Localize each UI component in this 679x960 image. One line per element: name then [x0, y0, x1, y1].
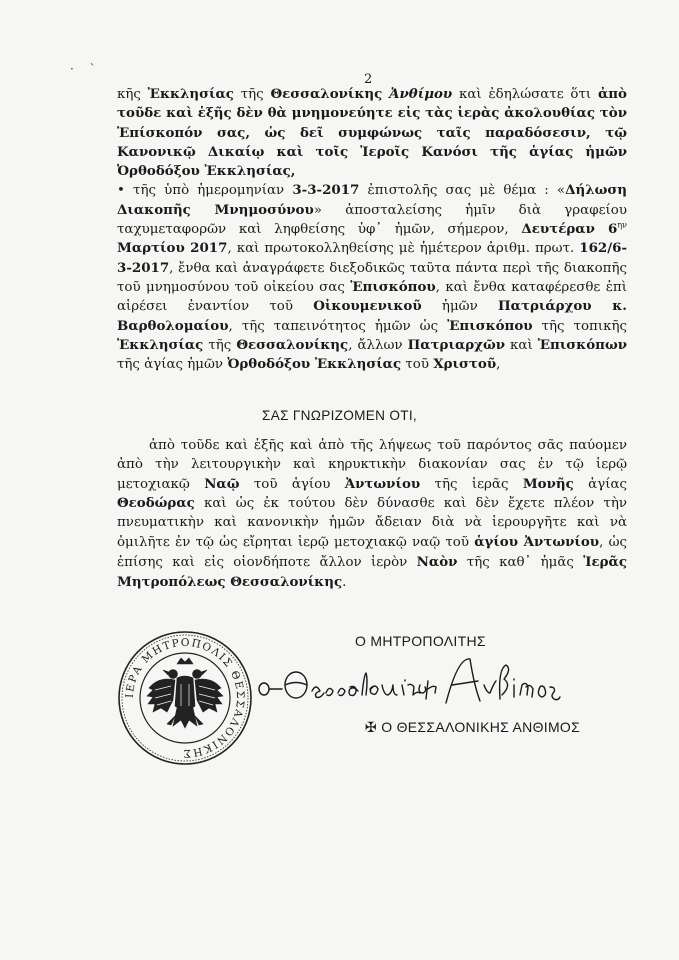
text-run: τῆς: [233, 87, 271, 102]
section-heading: ΣΑΣ ΓΝΩΡΙΖΟΜΕΝ ΟΤΙ,: [262, 408, 417, 423]
text-run: , τῆς ταπεινότητος ἡμῶν ὡς: [228, 318, 448, 334]
text-run: .: [342, 574, 347, 590]
text-run: ἡμῶν: [421, 299, 498, 315]
text-run: Ἀντωνίου: [344, 475, 421, 492]
text-run: 3-3-2017: [292, 182, 360, 199]
text-run: τῆς ἱερᾶς: [420, 476, 523, 492]
paragraph-continuation: [117, 85, 627, 181]
text-run: Δευτέραν 6: [521, 221, 618, 238]
text-run: τοῦ ἁγίου: [239, 476, 345, 492]
text-run: , καὶ πρωτοκολληθείσης μὲ ἡμέτερον ἀριθμ. πρωτ.: [227, 241, 580, 257]
paragraph-bullet-letter: [117, 181, 627, 374]
text-run: Ἐκκλησίας: [147, 86, 234, 102]
text-run: Μονῆς: [522, 475, 574, 492]
text-run: , καὶ ἔνθα καταφέρεσθε ἐπὶ αἱρέσει ἐναντίον τοῦ: [117, 279, 627, 315]
text-run: Ναῷ: [204, 475, 240, 492]
text-run: Θεσσαλονίκης: [236, 336, 349, 353]
text-run: τῆς ἁγίας ἡμῶν: [117, 357, 228, 373]
text-run: Ἐπισκόπων: [537, 336, 627, 353]
text-run: , ἄλλων: [348, 337, 408, 353]
text-run: Ἐκκλησίας: [117, 336, 204, 353]
text-run: Θεσσαλονίκης: [270, 86, 383, 102]
text-run: Ἀνθίμου: [389, 86, 453, 102]
text-run: ἀπὸ τοῦδε καὶ ἑξῆς δὲν θὰ μνημονεύητε εἰς τὰς ἱερὰς ἀκολουθίας τὸν Ἐπίσκοπόν σας, ὡς δεῖ συμφώνως ταῖς παραδόσεσιν, τῷ Κανονικῷ Δικαίῳ καὶ τοῖς Ἱεροῖς Κανόσι τῆς ἁγίας ἡμῶν Ὀρθοδόξου Ἐκκλησίας,: [117, 86, 627, 180]
text-run: Πατριαρχῶν: [407, 336, 505, 353]
text-run: Ὀρθοδόξου Ἐκκλησίας: [227, 356, 402, 373]
text-run: Χριστοῦ: [433, 356, 497, 373]
text-run: ἁγίου Ἀντωνίου: [474, 533, 600, 550]
metropolis-seal-icon: [115, 628, 255, 768]
text-run: τῆς καθ᾽ ἡμᾶς: [457, 554, 584, 570]
letter-body-decision: [117, 437, 627, 592]
text-run: Δήλωση Διακοπῆς Μνημοσύνου: [117, 182, 627, 218]
scan-marks: · ˋ: [70, 62, 102, 76]
text-run: ἁγίας: [573, 476, 627, 492]
signatory-title: Ο ΜΗΤΡΟΠΟΛΙΤΗΣ: [355, 633, 486, 649]
text-run: Οἰκουμενικοῦ: [313, 298, 422, 315]
text-run: 162/6-3-2017: [117, 240, 627, 276]
text-run: τῆς: [203, 337, 237, 353]
handwritten-signature: [258, 655, 563, 715]
page-number: 2: [364, 72, 373, 87]
text-run: τοῦ: [401, 357, 434, 373]
text-run: ην: [617, 220, 627, 230]
text-run: Μαρτίου 2017: [117, 240, 228, 257]
text-run: Ἐπισκόπου: [447, 317, 533, 334]
text-run: , ἔνθα καὶ ἀναγράφετε διεξοδικῶς ταῦτα πάντα περὶ τῆς διακοπῆς τοῦ μνημοσύνου τοῦ οἰκείου σας: [117, 260, 627, 295]
seal-ring-text: ΙΕΡΑ ΜΗΤΡΟΠΟΛΙΣ ΘΕΣΣΑΛΟΝΙΚΗΣ: [123, 636, 247, 760]
text-run: καὶ ὡς ἐκ τούτου δὲν δύνασθε καὶ δὲν ἔχετε πλέον τὴν πνευματικὴν καὶ κανονικὴν ἡμῶν ἄδειαν διὰ νὰ ἱερουργῆτε καὶ νὰ ὁμιλῆτε ἐν τῷ ὡς εἴρηται ἱερῷ μετοχιακῷ ναῷ τοῦ: [117, 496, 627, 550]
text-run: Ἐπισκόπου: [350, 278, 436, 295]
signatory-name: ✠ Ο ΘΕΣΣΑΛΟΝΙΚΗΣ ΑΝΘΙΜΟΣ: [365, 719, 581, 735]
text-run: Ἱερᾶς Μητροπόλεως Θεσσαλονίκης: [117, 553, 627, 590]
text-run: Θεοδώρας: [117, 495, 195, 512]
text-run: τῆς τοπικῆς: [532, 318, 627, 334]
bullet-icon: •: [117, 183, 125, 199]
letter-body-top: [117, 85, 627, 374]
text-run: ἐπιστολῆς σας μὲ θέμα : «: [359, 183, 566, 199]
text-run: Ναὸν: [416, 553, 458, 570]
text-run: κῆς: [117, 87, 148, 102]
text-run: καὶ ἐδηλώσατε ὅτι: [452, 87, 598, 102]
text-run: ἀπὸ τοῦδε καὶ ἑξῆς καὶ ἀπὸ τῆς λήψεως τοῦ παρόντος σᾶς παύομεν ἀπὸ τὴν λειτουργικὴν καὶ κηρυκτικὴν διακονίαν σας ἐν τῷ ἱερῷ μετοχιακῷ: [117, 438, 627, 492]
text-run: , ὡς ἐπίσης καὶ εἰς οἱονδήποτε ἄλλον ἱερὸν: [117, 534, 627, 570]
text-run: ,: [496, 357, 501, 373]
paragraph-decision: [117, 437, 627, 592]
text-run: Πατριάρχου κ. Βαρθολομαίου: [117, 298, 627, 334]
text-run: καὶ: [505, 337, 538, 353]
text-run: τῆς ὑπὸ ἡμερομηνίαν: [124, 183, 293, 199]
text-run: » ἀποσταλείσης ἡμῖν διὰ γραφείου ταχυμεταφορῶν καὶ ληφθείσης ὑφ᾽ ἡμῶν, σήμερον,: [117, 202, 627, 238]
